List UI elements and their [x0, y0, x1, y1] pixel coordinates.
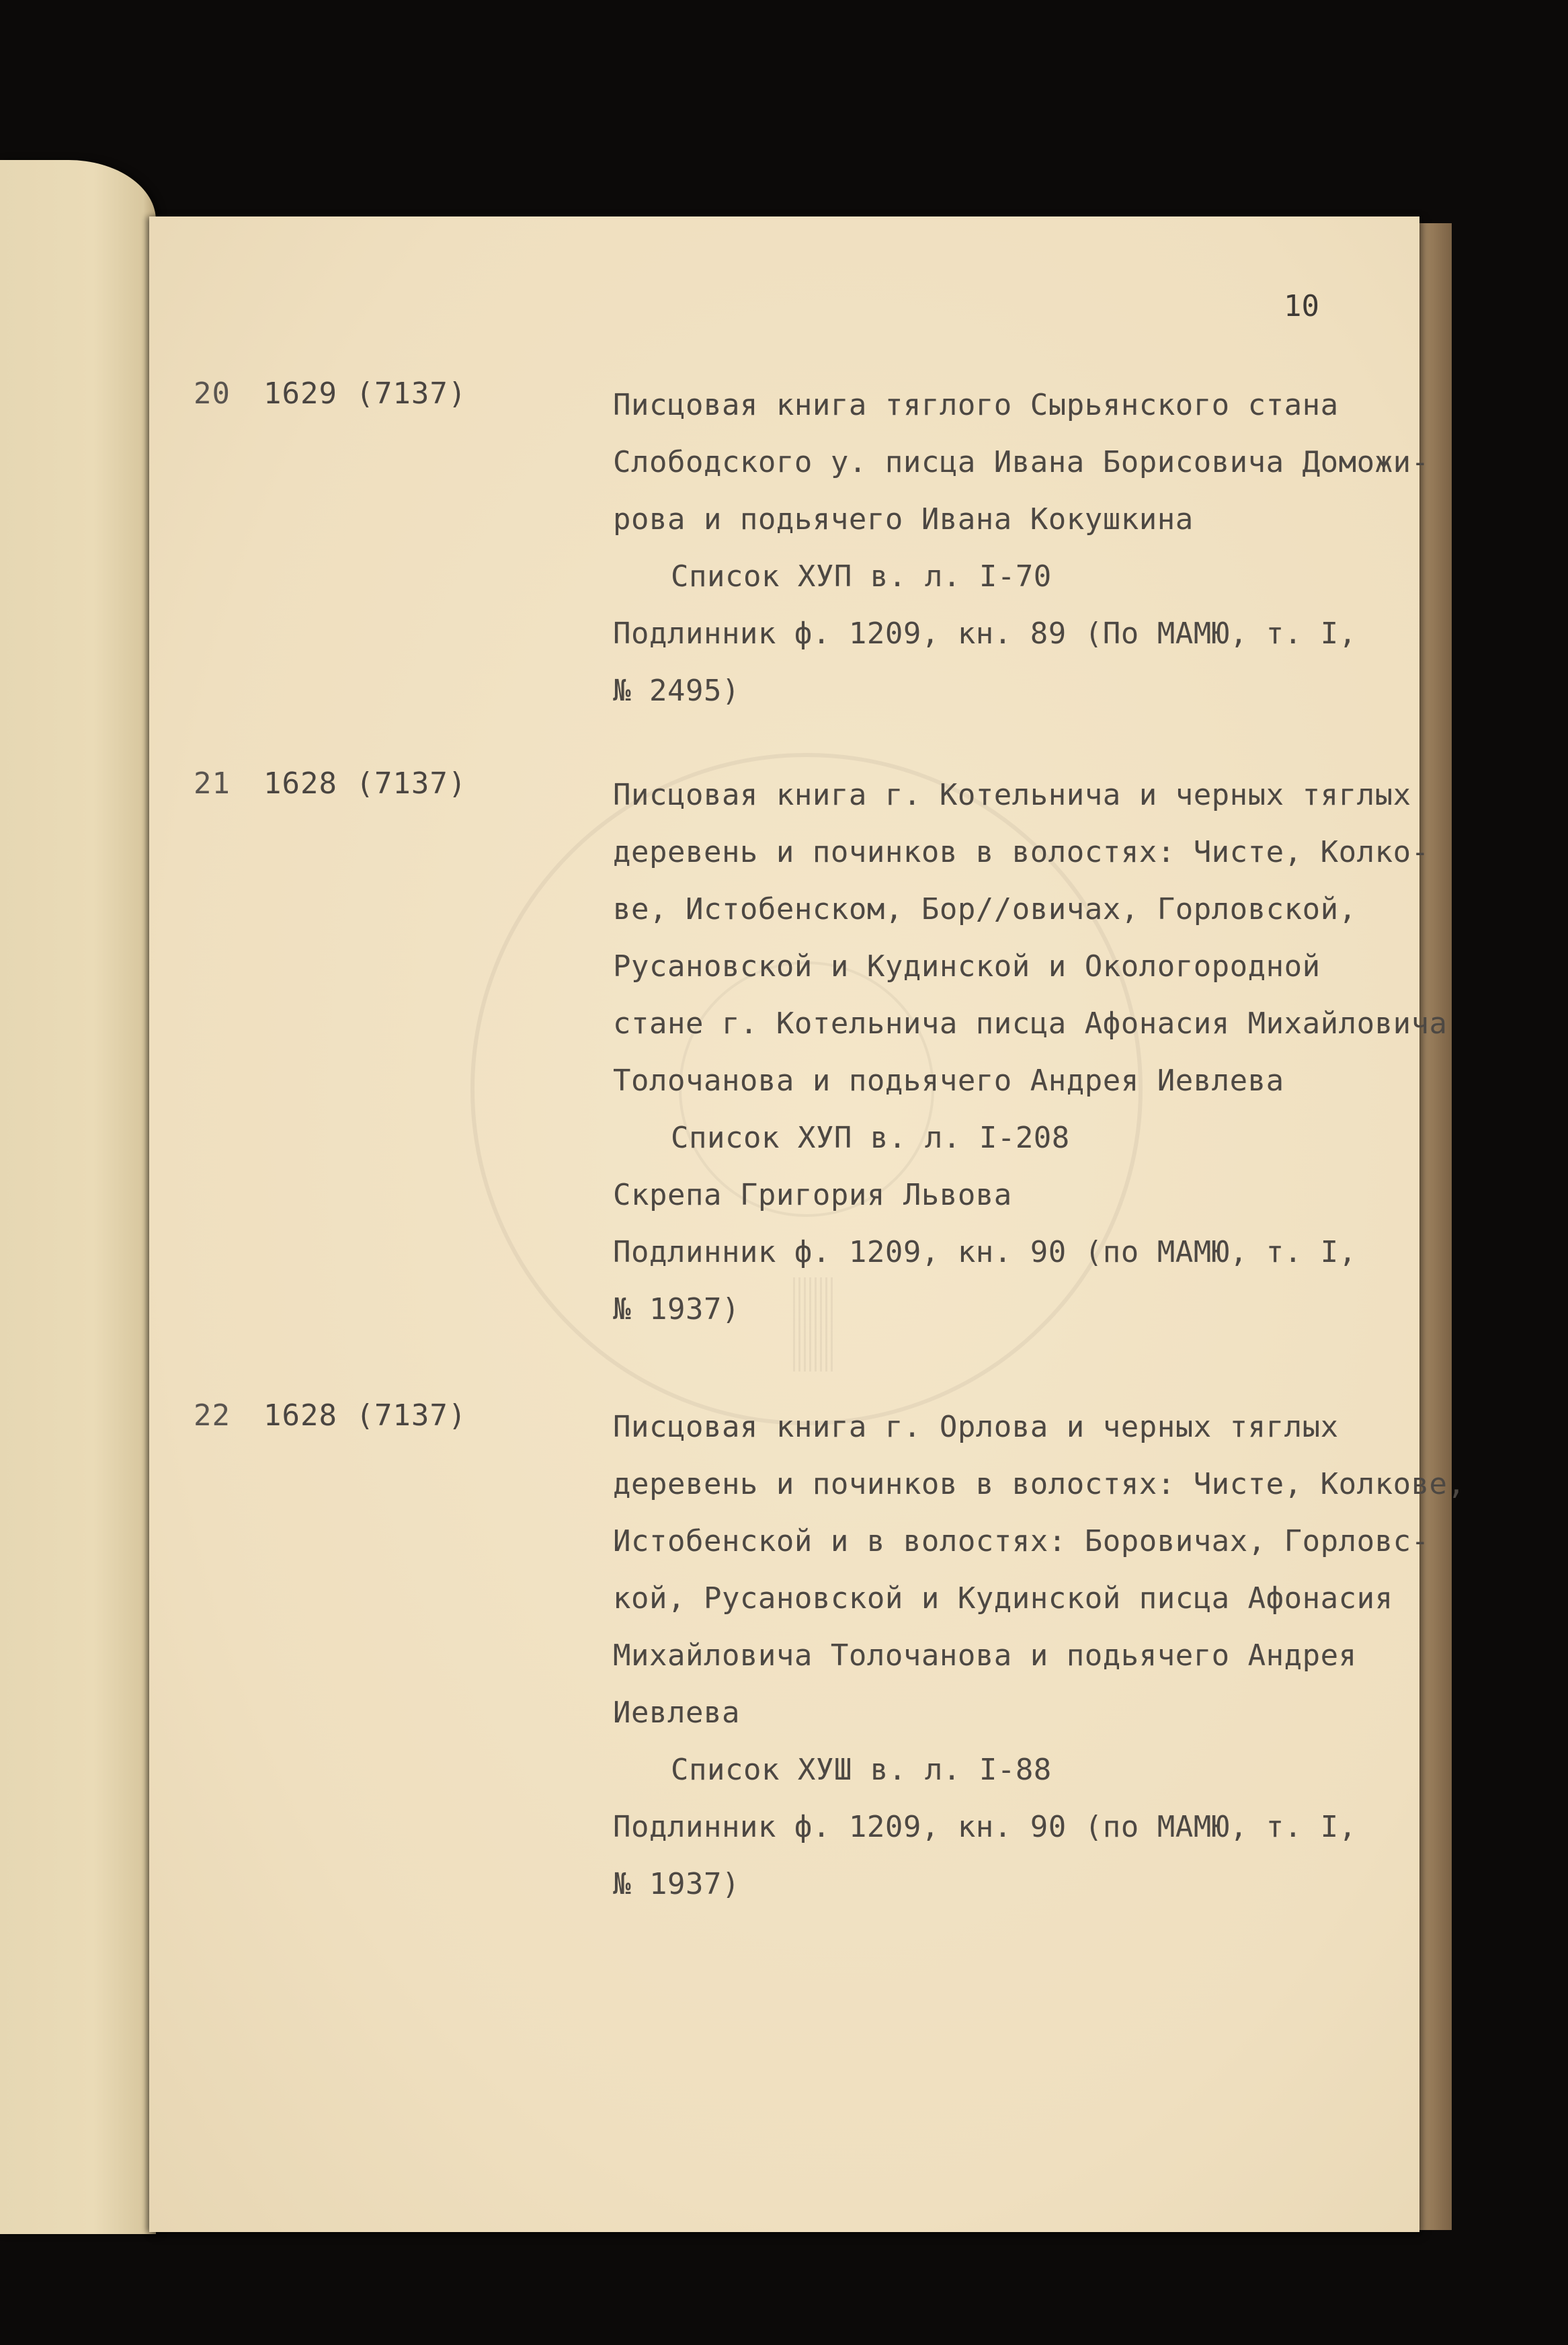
entry-line: Русановской и Кудинской и Окологородной	[613, 949, 1321, 984]
entry-line: Писцовая книга г. Котельнича и черных тяглых	[613, 778, 1411, 812]
entry-description	[613, 766, 1446, 1338]
entry-date: 1628 (7137)	[263, 1398, 467, 1433]
entry-original-reference-cont: № 1937)	[613, 1867, 740, 1901]
entry-number: 20	[194, 376, 231, 411]
entry-number: 22	[194, 1398, 231, 1433]
entry-line: Писцовая книга г. Орлова и черных тяглых	[613, 1410, 1339, 1444]
entry-number: 21	[194, 766, 231, 801]
entry-line: стане г. Котельнича писца Афонасия Михайловича	[613, 1006, 1448, 1041]
left-facing-page	[0, 160, 156, 2234]
entry-line: Слободского у. писца Ивана Борисовича Доможи-	[613, 445, 1430, 479]
entry-original-reference-cont: № 1937)	[613, 1292, 740, 1326]
page-number: 10	[1284, 289, 1319, 323]
entry-description	[613, 1398, 1466, 1913]
entry-original-reference-cont: № 2495)	[613, 674, 740, 708]
entry-line: деревень и починков в волостях: Чисте, Колкове,	[613, 1467, 1466, 1501]
entry-line: деревень и починков в волостях: Чисте, Колко-	[613, 835, 1430, 869]
entry-date: 1629 (7137)	[263, 376, 467, 411]
entry-line: Толочанова и подьячего Андрея Иевлева	[613, 1064, 1284, 1098]
entry-original-reference: Подлинник ф. 1209, кн. 90 (по МАМЮ, т. I,	[613, 1235, 1357, 1269]
entry-line: Иевлева	[613, 1696, 740, 1730]
entry-copy-note: Список ХУП в. л. I-70	[671, 559, 1052, 594]
entry-original-reference: Подлинник ф. 1209, кн. 90 (по МАМЮ, т. I,	[613, 1810, 1357, 1844]
entry-copy-note: Список ХУШ в. л. I-88	[671, 1753, 1052, 1787]
entry-line: ве, Истобенском, Бор//овичах, Горловской,	[613, 892, 1357, 926]
entry-line: Писцовая книга тяглого Сырьянского стана	[613, 388, 1339, 422]
entry-seal-note: Скрепа Григория Львова	[613, 1178, 1012, 1212]
entry-line: рова и подьячего Ивана Кокушкина	[613, 502, 1194, 536]
entry-line: Истобенской и в волостях: Боровичах, Горловс-	[613, 1524, 1430, 1558]
entry-original-reference: Подлинник ф. 1209, кн. 89 (По МАМЮ, т. I,	[613, 617, 1357, 651]
entry-line: Михайловича Толочанова и подьячего Андрея	[613, 1638, 1357, 1673]
entry-description	[613, 376, 1446, 719]
entry-date: 1628 (7137)	[263, 766, 467, 801]
entry-line: кой, Русановской и Кудинской писца Афонасия	[613, 1581, 1393, 1616]
entry-copy-note: Список ХУП в. л. I-208	[671, 1121, 1070, 1155]
